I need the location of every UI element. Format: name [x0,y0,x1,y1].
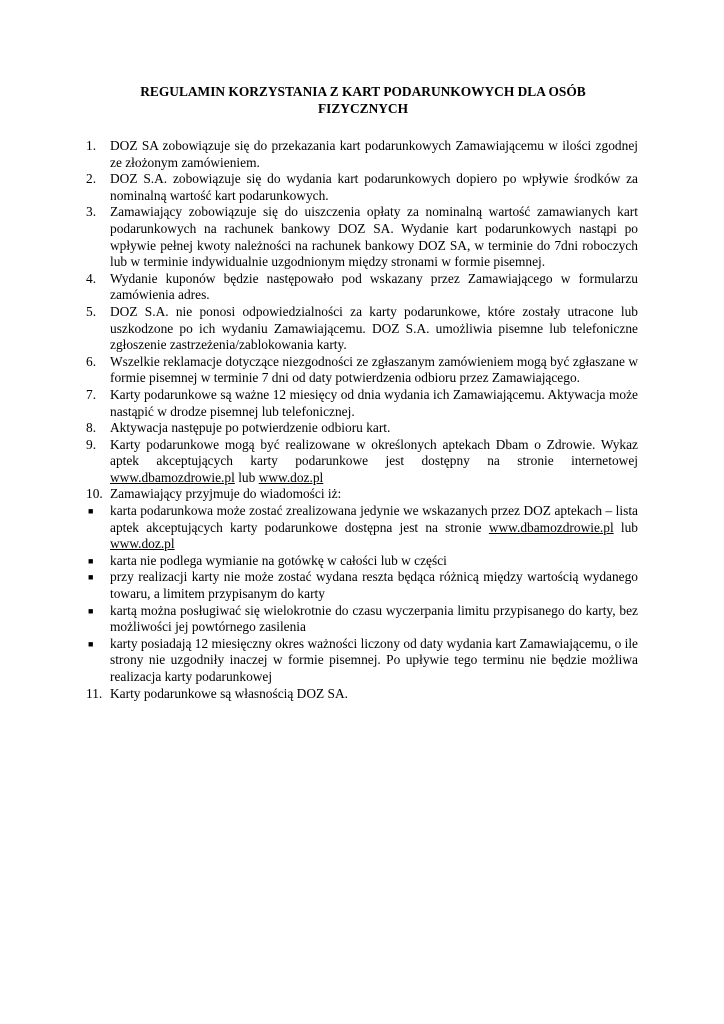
item-text [110,437,638,487]
item-number: 7. [86,386,97,402]
item-text: Wszelkie reklamacje dotyczące niezgodności ze zgłaszanym zamówieniem mogą być zgłaszane w formie pisemnej w terminie 7 dni od daty potwierdzenia odbioru przez Zamawiającego. [110,353,638,386]
square-bullet-icon: ■ [88,555,94,566]
bullet-item [86,503,638,553]
list-item [86,304,638,354]
item-number: 9. [86,436,97,452]
bullet-text: karty posiadają 12 miesięczny okres ważności liczony od daty wydania kart Zamawiającemu, o ile strony nie uzgodniły inaczej w formie pisemnej. Po upływie tego terminu nie będzie możliwa realizacja karty podarunkowej [110,635,638,684]
regulations-list [86,138,638,702]
bullet-text: kartą można posługiwać się wielokrotnie do czasu wyczerpania limitu przypisanego do karty, bez możliwości jej powtórnego zasilenia [110,602,638,635]
item-number: 10. [86,486,103,502]
item-number: 2. [86,171,97,187]
bullet-text [110,503,638,553]
list-item [86,171,638,204]
square-bullet-icon: ■ [88,605,94,616]
list-item [86,271,638,304]
dbamozdrowie-link[interactable]: www.dbamozdrowie.pl [488,519,614,535]
item-number: 1. [86,138,97,153]
list-item [86,138,638,171]
square-bullet-icon: ■ [88,572,94,583]
list-item [86,486,638,503]
item-text: Karty podarunkowe są własnością DOZ SA. [110,685,349,701]
item-text: Karty podarunkowe są ważne 12 miesięcy od dnia wydania ich Zamawiającemu. Aktywacja może nastąpić w drodze pisemnej lub telefonicznej. [110,386,638,419]
list-item [86,686,638,703]
item-number: 8. [86,420,97,436]
bullet-item [86,603,638,636]
bullet-text-body: karta podarunkowa może zostać zrealizowana jedynie we wskazanych przez DOZ aptekach – lista aptek akceptujących karty podarunkowe dostępna jest na stronie [110,503,638,535]
bullet-item [86,553,638,570]
doz-link[interactable]: www.doz.pl [110,536,175,552]
bullet-text: przy realizacji karty nie może zostać wydana reszta będąca różnicą między wartością wydanego towaru, a limitem przypisanym do karty [110,569,638,602]
item-number: 3. [86,204,97,220]
item-number: 11. [86,685,103,701]
connector-text: lub [620,519,638,535]
square-bullet-icon: ■ [88,506,94,517]
item-text-body: Karty podarunkowe mogą być realizowane w określonych aptekach Dbam o Zdrowie. Wykaz aptek akceptujących karty podarunkowe jest dostępny na stronie internetowej [110,436,638,469]
bullet-text: karta nie podlega wymianie na gotówkę w całości lub w części [110,552,447,568]
doz-link[interactable]: www.doz.pl [258,469,324,485]
list-item [86,420,638,437]
connector-text: lub [238,469,256,485]
list-item [86,354,638,387]
item-number: 6. [86,353,97,369]
list-item [86,437,638,487]
item-text: DOZ S.A. zobowiązuje się do wydania kart podarunkowych dopiero po wpływie środków za nominalną wartość kart podarunkowych. [110,171,638,203]
item-text: Wydanie kuponów będzie następowało pod wskazany przez Zamawiającego w formularzu zamówienia adres. [110,270,638,303]
item-text: DOZ S.A. nie ponosi odpowiedzialności za karty podarunkowe, które zostały utracone lub uszkodzone po ich wydaniu Zamawiającemu. DOZ S.A. umożliwia pisemne lub telefoniczne zgłoszenie zastrzeżenia/zablokowania karty. [110,303,638,353]
list-item [86,387,638,420]
document-title: REGULAMIN KORZYSTANIA Z KART PODARUNKOWYCH DLA OSÓB FIZYCZNYCH [140,84,586,116]
item-text: Zamawiający zobowiązuje się do uiszczenia opłaty za nominalną wartość zamawianych kart podarunkowych na rachunek bankowy DOZ SA. Wydanie kart podarunkowych nastąpi po wpływie pełnej kwoty należności na rachunek bankowy DOZ SA, w terminie do 7dni roboczych lub w terminie indywidualnie uzgodnionym między stronami w formie pisemnej. [110,204,638,270]
dbamozdrowie-link[interactable]: www.dbamozdrowie.pl [110,469,235,485]
list-item [86,204,638,270]
bullet-item [86,636,638,686]
item-text: Aktywacja następuje po potwierdzenie odbioru kart. [110,420,391,436]
item-text: Zamawiający przyjmuje do wiadomości iż: [110,486,342,502]
item-number: 5. [86,303,97,319]
bullet-item [86,569,638,602]
square-bullet-icon: ■ [88,638,94,649]
item-text: DOZ SA zobowiązuje się do przekazania kart podarunkowych Zamawiającemu w ilości zgodnej ze złożonym zamówieniem. [110,138,638,170]
item-number: 4. [86,270,97,286]
